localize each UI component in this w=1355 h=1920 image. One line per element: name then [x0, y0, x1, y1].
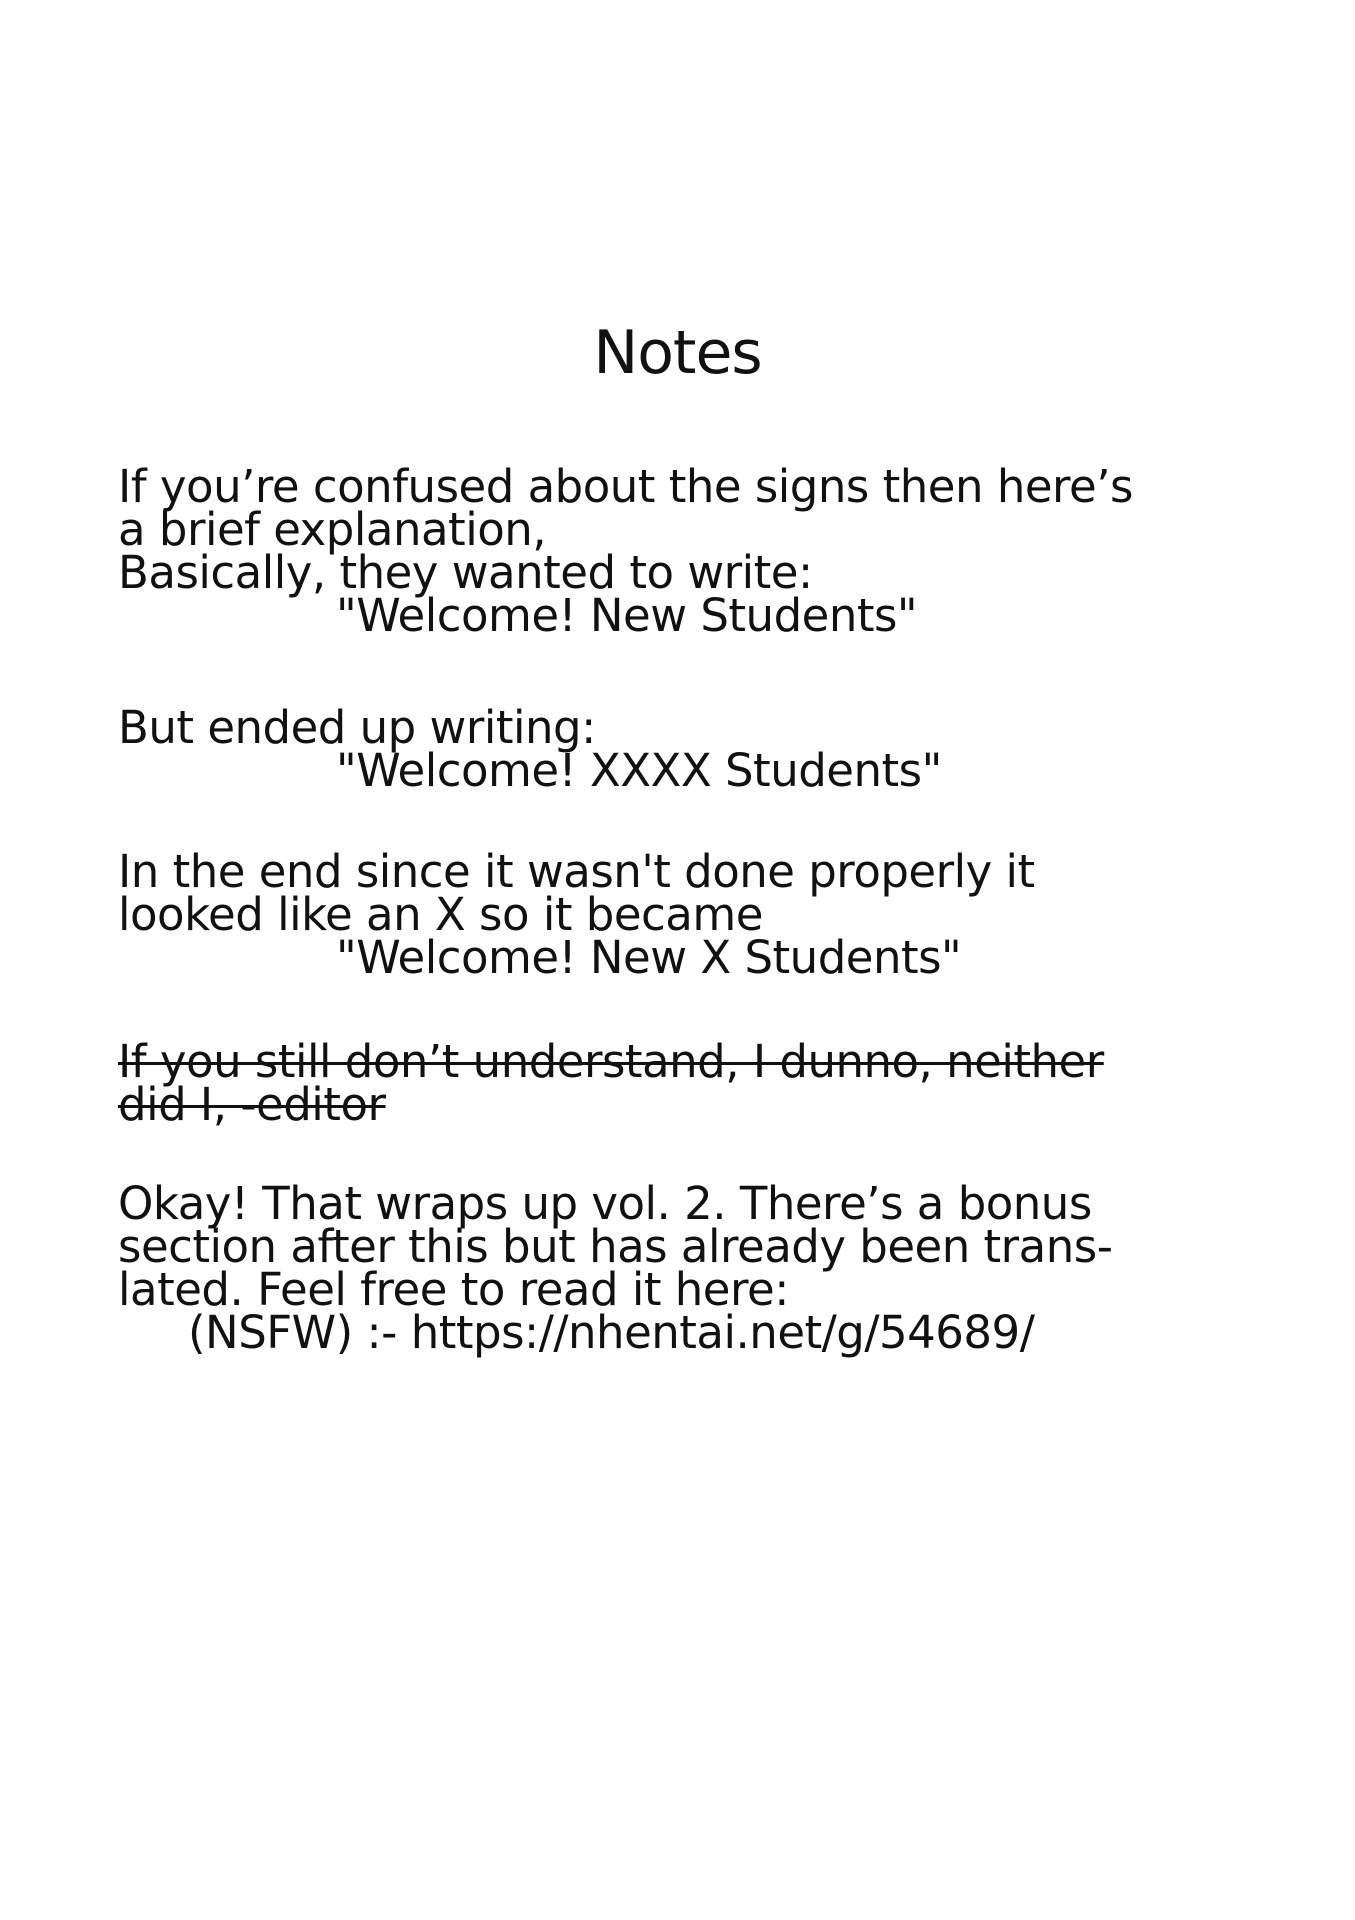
- link-text[interactable]: (NSFW) :- https://nhentai.net/g/54689/: [188, 1306, 1035, 1359]
- struck-line: If you still don’t understand, I dunno, neither: [118, 1035, 1104, 1088]
- notes-line: looked like an X so it became: [118, 888, 763, 941]
- editor-note-struck: [118, 1035, 1248, 1131]
- notes-line: In the end since it wasn't done properly it: [118, 845, 1035, 898]
- notes-line: Okay! That wraps up vol. 2. There’s a bonus: [118, 1177, 1092, 1230]
- quoted-sign-text: "Welcome! XXXX Students": [336, 744, 942, 797]
- notes-line: Basically, they wanted to write:: [118, 546, 813, 599]
- quoted-sign-text: "Welcome! New X Students": [336, 931, 962, 984]
- notes-line: a brief explanation,: [118, 503, 547, 556]
- notes-line: But ended up writing:: [118, 701, 596, 754]
- notes-section-ended-up: [118, 701, 1248, 797]
- notes-section-in-the-end: [118, 845, 1248, 984]
- notes-section-wrap-up: [118, 1177, 1248, 1359]
- notes-line: lated. Feel free to read it here:: [118, 1263, 789, 1316]
- notes-line: If you’re confused about the signs then here’s: [118, 460, 1133, 513]
- notes-line: section after this but has already been trans-: [118, 1220, 1113, 1273]
- quoted-sign-text: "Welcome! New Students": [336, 589, 918, 642]
- struck-line: did I, -editor: [118, 1078, 386, 1131]
- notes-section-signs: [118, 460, 1248, 642]
- page-title: Notes: [593, 318, 762, 388]
